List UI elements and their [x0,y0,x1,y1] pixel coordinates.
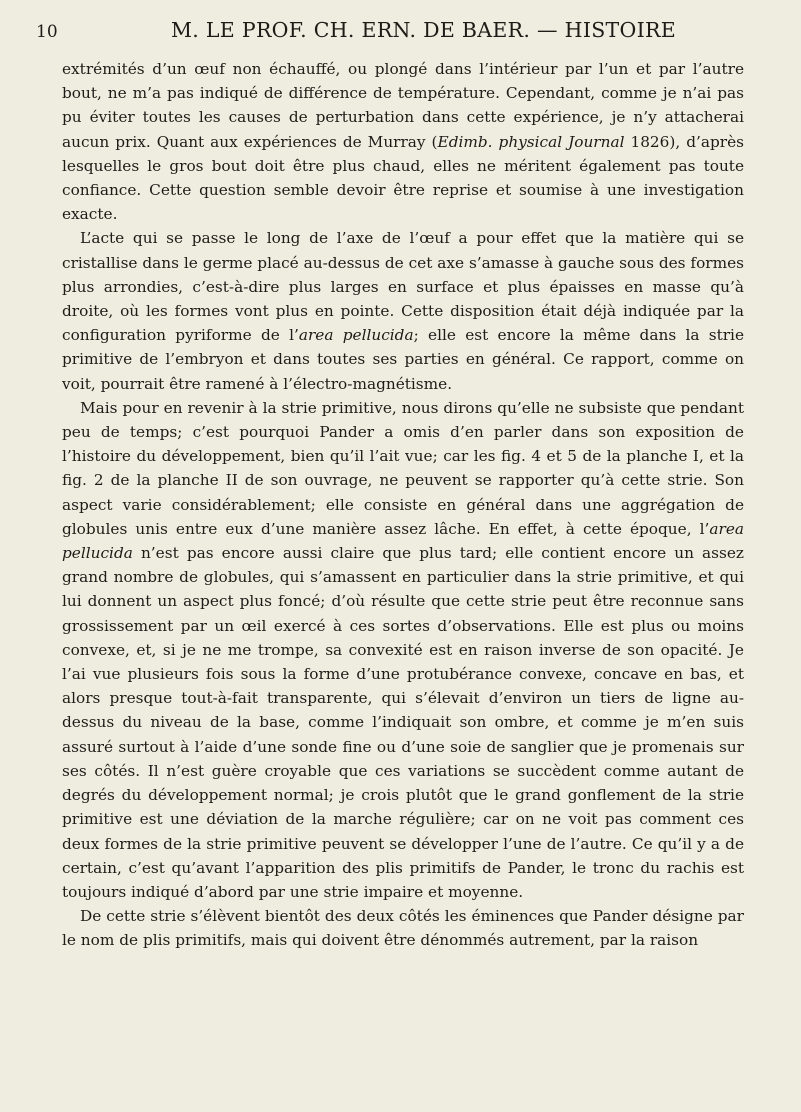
body-text [62,57,744,953]
paragraph-3-text-a: Mais pour en revenir à la strie primitive, nous dirons qu’elle ne subsiste que pendant peu de temps; c’est pourquoi Pander a omis d’en parler dans son exposition de l’histoire du développement, bien qu’il l’ait vue; car les fig. 4 et 5 de la planche I, et la fig. 2 de la planche II de son ouvrage, ne peuvent se rapporter qu’à cette strie. Son aspect varie considérablement; elle consiste en général dans une aggrégation de globules unis entre eux d’une manière assez lâche. En effet, à cette époque, l’ [62,398,744,538]
citation-journal: Edimb. physical Journal [437,132,625,151]
paragraph-1-text-b: 1826), d’après lesquelles le gros bout doit être plus chaud, elles ne méritent également pas toute confiance. Cette question semble devoir être reprise et soumise à une investigation exacte. [62,132,744,224]
page-number: 10 [36,22,58,42]
latin-term: area pellucida [298,326,414,345]
paragraph-3 [62,396,744,904]
paragraph-4 [62,904,744,952]
paragraph-2 [62,226,744,395]
paragraph-2-text-b: ; elle est encore la même dans la strie primitive de l’embryon et dans toutes ses parties en général. Ce rapport, comme on voit, pourrait être ramené à l’électro-magnétisme. [62,326,744,393]
paragraph-4-text: De cette strie s’élèvent bientôt des deux côtés les éminences que Pander désigne par le nom de plis primitifs, mais qui doivent être dénommés autrement, par la raison [62,907,744,950]
page-header [36,18,759,48]
paragraph-1-text-a: extrémités d’un œuf non échauffé, ou plongé dans l’intérieur par l’un et par l’autre bout, ne m’a pas indiqué de différence de température. Cependant, comme je n’ai pas pu éviter toutes les causes de perturbation dans cette expérience, je n’y attacherai aucun prix. Quant aux expériences de Murray ( [62,60,744,151]
latin-term: area pellucida [62,519,744,563]
paragraph-3-text-b: n’est pas encore aussi claire que plus tard; elle contient encore un assez grand nombre de globules, qui s’amassent en particulier dans la strie primitive, et qui lui donnent un aspect plus foncé; d’où résulte que cette strie peut être reconnue sans grossissement par un œil exercé à ces sortes d’observations. Elle est plus ou moins convexe, et, si je ne me trompe, sa convexité est en raison inverse de son opacité. Je l’ai vue plusieurs fois sous la forme d’une protubérance convexe, concave en bas, et alors presque tout-à-fait transparente, qui s’élevait d’environ un tiers de ligne au-dessus du niveau de la base, comme l’indiquait son ombre, et comme je m’en suis assuré surtout à l’aide d’une sonde fine ou d’une soie de sanglier que je promenais sur ses côtés. Il n’est guère croyable que ces variations se succèdent comme autant de degrés du développement normal; je crois plutôt que le grand gonflement de la strie primitive est une déviation de la marche régulière; car on ne voit pas comment ces deux formes de la strie primitive peuvent se développer l’une de l’autre. Ce qu’il y a de certain, c’est qu’avant l’apparition des plis primitifs de Pander, le tronc du rachis est toujours indiqué d’abord par une strie impaire et moyenne. [62,544,744,901]
running-head: M. LE PROF. CH. ERN. DE BAER. — HISTOIRE [170,18,677,42]
paragraph-1 [62,57,744,226]
paragraph-2-text-a: L’acte qui se passe le long de l’axe de l’œuf a pour effet que la matière qui se cristallise dans le germe placé au-dessus de cet axe s’amasse à gauche sous des formes plus arrondies, c’est-à-dire plus larges en surface et plus épaisses en masse qu’à droite, où les formes vont plus en pointe. Cette disposition était déjà indiquée par la configuration pyriforme de l’ [62,229,744,345]
